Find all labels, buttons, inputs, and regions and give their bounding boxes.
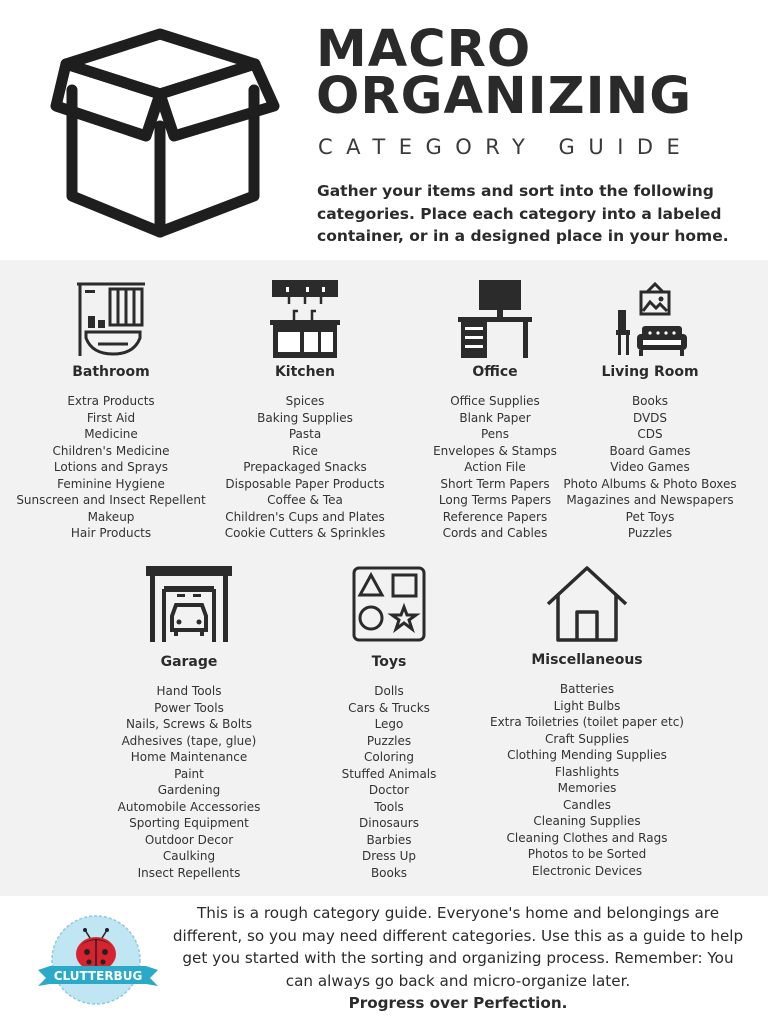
list-item: Rice [292,443,318,458]
footer-body: This is a rough category guide. Everyone's home and belongings are different, so you may need different categories. Use this as a guide to help get you started with the sorting and organizing process. Remember: You can always go back and micro-organize later. [172,904,744,990]
list-item: Cleaning Clothes and Rags [506,830,668,845]
list-item: Caulking [162,849,216,863]
list-item: Nails, Screws & Bolts [125,717,253,731]
footer-note [172,902,744,1015]
header [0,0,768,260]
list-item: Extra Toiletries (toilet paper etc) [490,715,684,729]
list-item: Home Maintenance [130,750,248,764]
list-item: Puzzles [366,733,412,748]
list-item: Office Supplies [450,394,540,408]
list-item: Tools [374,799,404,814]
list-item: Cookie Cutters & Sprinkles [224,526,386,540]
list-item: Gardening [157,783,221,797]
list-item: Reference Papers [442,509,548,524]
list-item: Hand Tools [156,684,222,698]
list-item: Cords and Cables [442,526,548,540]
list-item: Cars & Trucks [348,700,430,715]
list-item: Disposable Paper Products [225,476,385,491]
list-item: Adhesives (tape, glue) [121,733,257,748]
living-room-icon [612,280,688,358]
kitchen-icon [268,280,342,358]
list-item: Long Terms Papers [438,493,552,507]
list-item: Blank Paper [459,410,531,425]
list-item: Coffee & Tea [267,493,343,507]
list-item: Magazines and Newspapers [566,493,734,507]
footer [0,896,768,1024]
list-item: Pet Toys [625,509,675,524]
category-garage [99,566,279,881]
footer-emphasis: Progress over Perfection. [348,994,568,1012]
list-item: Board Games [609,443,691,458]
list-item: Books [631,394,669,408]
list-item: Cleaning Supplies [533,814,641,828]
category-miscellaneous [487,564,687,879]
category-bathroom [16,280,206,542]
list-item: Children's Cups and Plates [225,509,385,524]
category-list [314,683,464,881]
page-subtitle: CATEGORY GUIDE [318,135,694,159]
list-item: Clothing Mending Supplies [507,748,667,762]
list-item: Dinosaurs [359,816,419,830]
list-item: Action File [464,460,526,474]
list-item: Electronic Devices [531,863,643,878]
garage-icon [146,566,232,642]
category-title: Living Room [601,364,699,380]
list-item: Automobile Accessories [117,799,261,814]
list-item: Puzzles [627,526,673,540]
list-item: Short Term Papers [440,476,550,491]
list-item: Candles [563,797,611,812]
category-title: Kitchen [274,364,336,380]
list-item: Extra Products [67,394,155,408]
category-grid [0,260,768,896]
list-item: Children's Medicine [52,443,170,458]
shape-sorter-icon [352,566,426,642]
list-item: Paint [174,766,204,781]
list-item: Pasta [288,427,322,441]
category-list [558,393,742,542]
list-item: Stuffed Animals [341,766,437,781]
list-item: Photos to be Sorted [527,847,647,861]
list-item: Medicine [84,427,138,441]
list-item: Spices [285,394,325,408]
list-item: Books [370,865,408,880]
list-item: Hair Products [70,526,152,540]
category-toys [314,566,464,881]
list-item: Lotions and Sprays [53,460,169,474]
list-item: Sporting Equipment [129,816,249,830]
list-item: Lego [374,717,404,731]
list-item: Baking Supplies [257,410,353,425]
title-line-1: MACRO [316,20,532,79]
intro-text: Gather your items and sort into the following categories. Place each category into a labeled container, or in a designed place in your home. [317,182,729,245]
list-item: Barbies [366,832,412,847]
list-item: Coloring [364,750,414,764]
category-title: Bathroom [72,364,150,380]
page-title [316,20,693,126]
title-line-2: ORGANIZING [316,67,693,126]
office-desk-icon [455,280,535,358]
category-list [16,393,206,542]
list-item: Doctor [368,783,410,797]
list-item: Sunscreen and Insect Repellent [16,493,206,507]
list-item: Makeup [87,509,135,524]
list-item: Batteries [559,682,615,696]
category-list [210,393,400,542]
house-icon [545,564,629,644]
category-title: Garage [160,654,218,670]
list-item: Insect Repellents [137,865,241,880]
bathroom-icon [74,280,148,358]
box-icon [50,28,282,240]
category-title: Toys [371,654,407,670]
list-item: Feminine Hygiene [57,476,165,491]
logo-text: CLUTTERBUG [53,969,143,983]
list-item: Light Bulbs [553,698,621,713]
list-item: Flashlights [554,764,620,779]
list-item: Photo Albums & Photo Boxes [563,476,737,491]
list-item: Pens [480,427,510,441]
category-title: Office [472,364,518,380]
category-title: Miscellaneous [531,652,643,668]
list-item: Envelopes & Stamps [433,443,557,458]
category-kitchen [210,280,400,542]
category-list [99,683,279,881]
list-item: Outdoor Decor [144,832,234,847]
list-item: Dress Up [361,849,416,863]
list-item: Dolls [374,684,404,698]
list-item: CDS [637,427,663,441]
list-item: Prepackaged Snacks [243,460,367,474]
clutterbug-logo [36,910,160,1010]
list-item: Memories [557,781,617,795]
list-item: Video Games [610,460,690,474]
category-list [487,681,687,879]
list-item: Craft Supplies [545,731,629,746]
list-item: DVDS [632,410,668,425]
category-living-room [558,280,742,542]
list-item: First Aid [86,410,136,425]
list-item: Power Tools [154,700,224,715]
